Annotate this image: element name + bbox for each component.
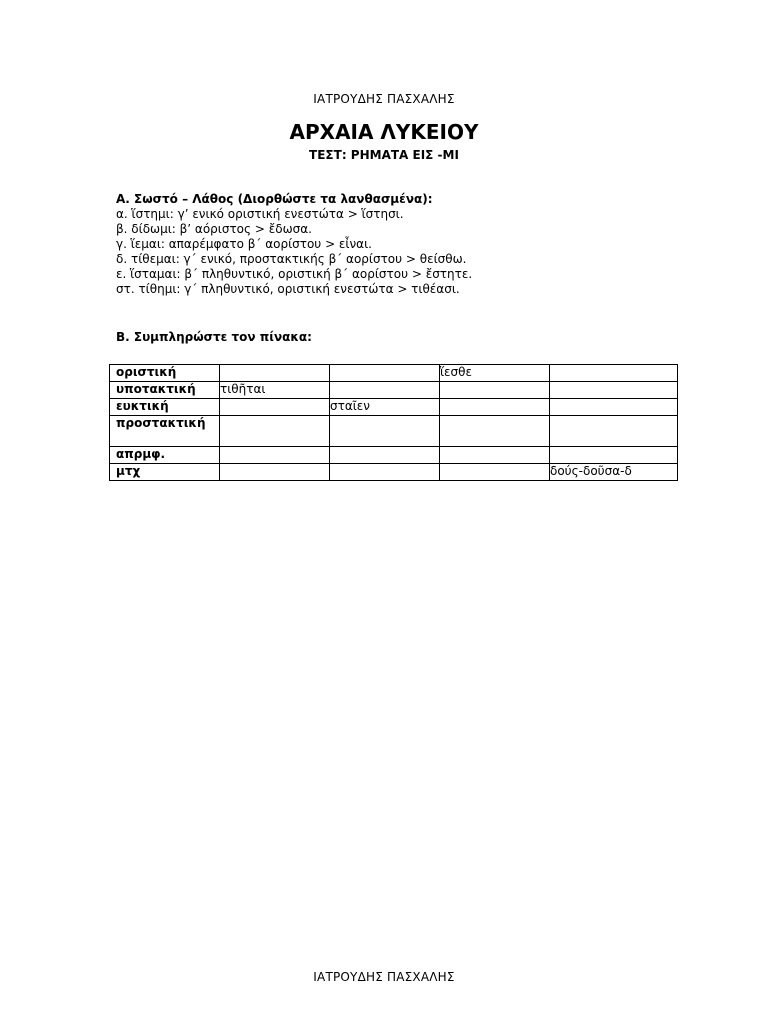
section-a-item: δ. τίθεμαι: γ΄ ενικό, προστακτικής β΄ αορίστου > θείσθω.: [116, 252, 467, 266]
section-a-item: α. ἵστημι: γ’ ενικό οριστική ενεστώτα > ἵστησι.: [116, 207, 404, 221]
table-cell[interactable]: τιθῆται: [220, 382, 330, 399]
table-row: [110, 365, 678, 382]
table-cell[interactable]: ἵεσθε: [440, 365, 550, 382]
table-cell[interactable]: [440, 416, 550, 447]
table-cell[interactable]: [220, 365, 330, 382]
section-b-heading: Β. Συμπληρώστε τον πίνακα:: [116, 330, 312, 344]
table-row: [110, 399, 678, 416]
section-a: [116, 192, 716, 297]
table-cell[interactable]: [440, 447, 550, 464]
header-author: ΙΑΤΡΟΥΔΗΣ ΠΑΣΧΑΛΗΣ: [313, 92, 455, 106]
section-a-heading: Α. Σωστό – Λάθος (Διορθώστε τα λανθασμένα):: [116, 192, 433, 206]
row-label: απρμφ.: [110, 447, 220, 464]
table-row: [110, 416, 678, 447]
page-title: ΑΡΧΑΙΑ ΛΥΚΕΙΟΥ: [289, 120, 479, 144]
row-label: υποτακτική: [110, 382, 220, 399]
table-cell[interactable]: [550, 399, 678, 416]
table-cell[interactable]: [330, 464, 440, 481]
page-subtitle: ΤΕΣΤ: ΡΗΜΑΤΑ ΕΙΣ -ΜΙ: [309, 148, 459, 162]
table-cell[interactable]: [220, 399, 330, 416]
table-cell[interactable]: [550, 447, 678, 464]
table-row: [110, 447, 678, 464]
table-cell[interactable]: [330, 382, 440, 399]
conjugation-table: [109, 364, 678, 481]
table-cell[interactable]: σταῖεν: [330, 399, 440, 416]
footer-author: ΙΑΤΡΟΥΔΗΣ ΠΑΣΧΑΛΗΣ: [313, 970, 455, 984]
table-cell[interactable]: [440, 399, 550, 416]
table-cell[interactable]: [550, 365, 678, 382]
table-row: [110, 464, 678, 481]
table-cell[interactable]: [330, 416, 440, 447]
row-label: μτχ: [110, 464, 220, 481]
table-row: [110, 382, 678, 399]
table-cell[interactable]: [220, 447, 330, 464]
row-label: ευκτική: [110, 399, 220, 416]
row-label: προστακτική: [110, 416, 220, 447]
table-cell[interactable]: [330, 365, 440, 382]
table-cell[interactable]: [220, 416, 330, 447]
table-cell[interactable]: [550, 416, 678, 447]
table-cell[interactable]: [550, 382, 678, 399]
row-label: οριστική: [110, 365, 220, 382]
section-a-item: β. δίδωμι: β’ αόριστος > ἔδωσα.: [116, 222, 312, 236]
table-cell[interactable]: [440, 464, 550, 481]
section-a-item: ε. ἵσταμαι: β΄ πληθυντικό, οριστική β΄ αορίστου > ἔστητε.: [116, 267, 473, 281]
table-cell[interactable]: [330, 447, 440, 464]
section-a-item: στ. τίθημι: γ΄ πληθυντικό, οριστική ενεστώτα > τιθέασι.: [116, 282, 460, 296]
section-a-item: γ. ἵεμαι: απαρέμφατο β΄ αορίστου > εἶναι.: [116, 237, 372, 251]
table-cell[interactable]: δούς-δοῦσα-δ: [550, 464, 678, 481]
table-cell[interactable]: [220, 464, 330, 481]
table-cell[interactable]: [440, 382, 550, 399]
